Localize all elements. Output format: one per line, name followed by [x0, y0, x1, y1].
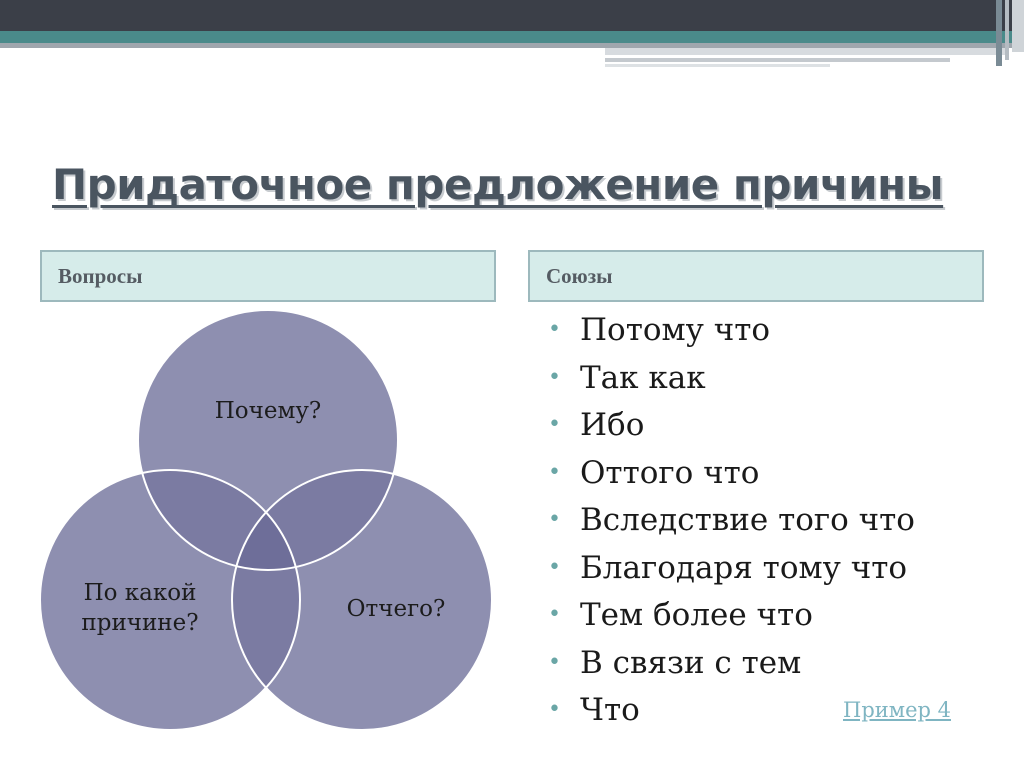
venn-label-cause: По какой причине?: [81, 580, 199, 636]
list-item: • Потому что: [548, 312, 771, 348]
bullet-icon: •: [548, 507, 561, 532]
top-right-accent: [996, 0, 1002, 66]
top-band-dark: [0, 0, 1024, 31]
bullet-icon: •: [548, 412, 561, 437]
list-item: • Так как: [548, 359, 706, 396]
bullet-icon: •: [548, 459, 561, 485]
questions-header: Вопросы: [40, 250, 496, 302]
list-item: • Ибо: [548, 407, 645, 443]
example-link[interactable]: Пример 4: [843, 698, 951, 722]
top-right-accent: [1005, 0, 1009, 60]
bullet-icon: •: [548, 697, 561, 722]
top-band-strip: [605, 64, 830, 67]
top-band-teal: [0, 31, 1024, 43]
top-band-strip: [605, 58, 950, 62]
list-item: • В связи с тем: [548, 644, 802, 681]
bullet-icon: •: [548, 554, 561, 580]
top-band-strip: [605, 48, 1005, 55]
list-item: • Благодаря тому что: [548, 549, 908, 586]
venn-label-from: Отчего?: [346, 596, 446, 622]
bullet-icon: •: [548, 317, 561, 342]
slide-title: Придаточное предложение причины: [52, 160, 944, 209]
list-item: • Вследствие того что: [548, 502, 915, 538]
conjunctions-header: Союзы: [528, 250, 984, 302]
top-right-accent: [1012, 0, 1024, 52]
bullet-icon: •: [548, 364, 561, 390]
list-item: • Оттого что: [548, 454, 760, 491]
venn-diagram: [30, 300, 510, 750]
venn-label-why: Почему?: [214, 398, 322, 424]
bullet-icon: •: [548, 649, 561, 675]
bullet-icon: •: [548, 602, 561, 627]
conjunctions-list: [548, 310, 915, 738]
list-item: • Тем более что: [548, 597, 813, 633]
list-item: • Что: [548, 692, 640, 728]
